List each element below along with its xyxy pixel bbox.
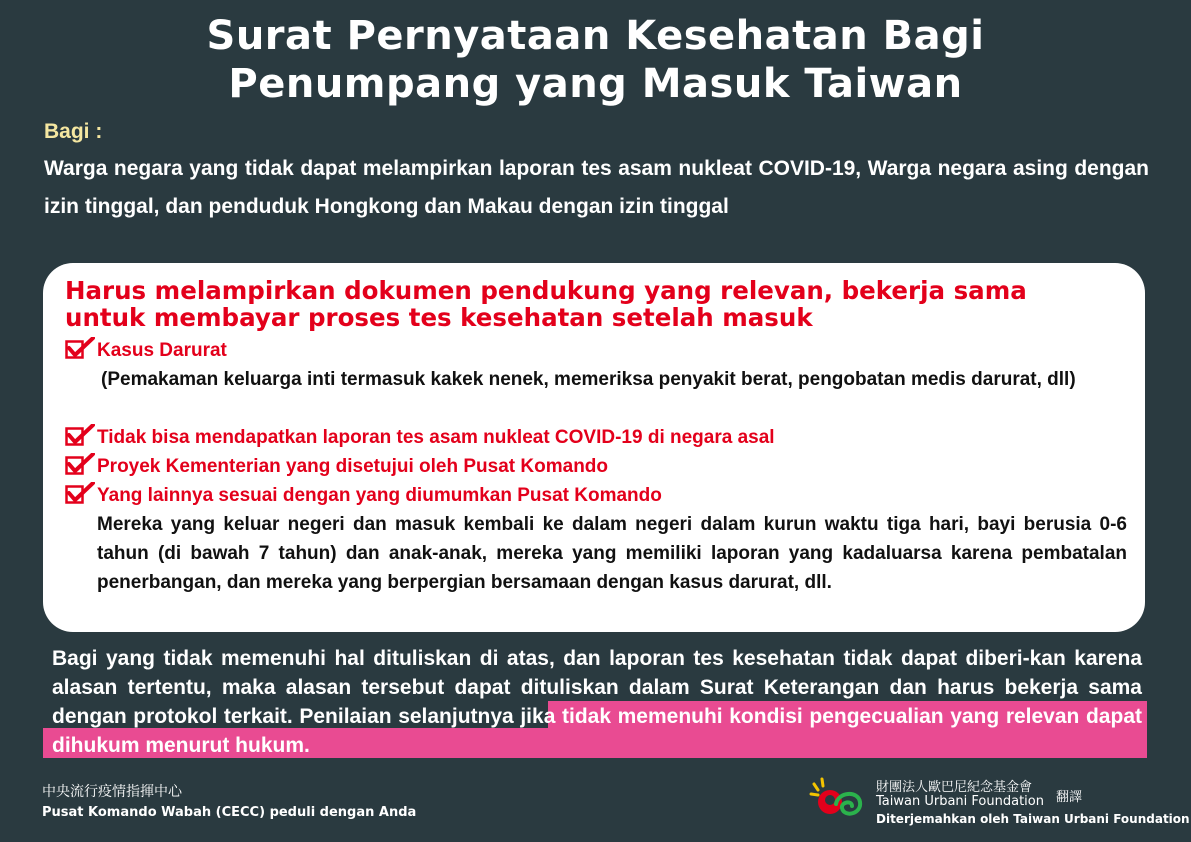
title-line-1: Surat Pernyataan Kesehatan Bagi <box>206 13 985 59</box>
cecc-name-chinese: 中央流行疫情指揮中心 <box>42 784 182 800</box>
list-item-label: Proyek Kementerian yang disetujui oleh Pusat Komando <box>97 456 609 477</box>
card-heading-line-1: Harus melampirkan dokumen pendukung yang relevan, bekerja sama <box>65 276 1027 305</box>
list-item <box>65 337 227 364</box>
list-item-label: Kasus Darurat <box>97 340 227 361</box>
audience-label: Bagi : <box>44 120 103 143</box>
card-heading <box>65 277 1130 331</box>
translator-credit <box>808 772 1190 832</box>
requirements-card <box>43 263 1145 632</box>
checkbox-checked-icon <box>65 337 95 359</box>
list-item <box>65 424 775 451</box>
card-heading-line-2: untuk membayar proses tes kesehatan setelah masuk <box>65 303 813 332</box>
translation-label: 翻譯 <box>1056 790 1083 805</box>
audience-text: Warga negara yang tidak dapat melampirkan laporan tes asam nukleat COVID-19, Warga negara asing dengan izin tinggal, dan penduduk Hongkong dan Makau dengan izin tinggal <box>44 157 1149 218</box>
cecc-tagline: Pusat Komando Wabah (CECC) peduli dengan Anda <box>42 805 417 820</box>
title-line-2: Penumpang yang Masuk Taiwan <box>228 61 963 107</box>
list-item <box>65 482 662 509</box>
list-item-label: Yang lainnya sesuai dengan yang diumumkan Pusat Komando <box>97 485 662 506</box>
list-item-detail: Mereka yang keluar negeri dan masuk kembali ke dalam negeri dalam kurun waktu tiga hari, bayi berusia 0-6 tahun (di bawah 7 tahun) dan anak-anak, mereka yang memiliki laporan yang kadaluarsa karena pembatalan penerbangan, dan mereka yang berpergian bersamaan dengan kasus darurat, dll. <box>97 514 1127 593</box>
cecc-credit <box>42 782 416 824</box>
list-item-label: Tidak bisa mendapatkan laporan tes asam nukleat COVID-19 di negara asal <box>97 427 775 448</box>
translated-by: Diterjemahkan oleh Taiwan Urbani Foundation <box>876 812 1190 826</box>
checkbox-checked-icon <box>65 482 95 504</box>
foundation-name-chinese: 財團法人歐巴尼紀念基金會 <box>876 780 1033 795</box>
list-item <box>65 453 608 480</box>
checkbox-checked-icon <box>65 453 95 475</box>
foundation-name: Taiwan Urbani Foundation <box>876 794 1044 809</box>
page-title <box>0 12 1191 108</box>
checkbox-checked-icon <box>65 424 95 446</box>
list-item-detail: (Pemakaman keluarga inti termasuk kakek nenek, memeriksa penyakit berat, pengobatan medis darurat, dll) <box>101 369 1076 390</box>
closing-text: Bagi yang tidak memenuhi hal dituliskan di atas, dan laporan tes kesehatan tidak dapat diberi-kan karena alasan tertentu, maka alasan tersebut dapat dituliskan dalam Surat Keterangan dan harus bekerja sama dengan protokol terkait <box>52 647 1142 728</box>
closing-highlight: . Penilaian selanjutnya jika tidak memenuhi kondisi pengecualian yang relevan dapat dihukum menurut hukum. <box>52 705 1142 757</box>
closing-paragraph <box>52 644 1142 760</box>
urbani-foundation-logo <box>808 776 866 822</box>
